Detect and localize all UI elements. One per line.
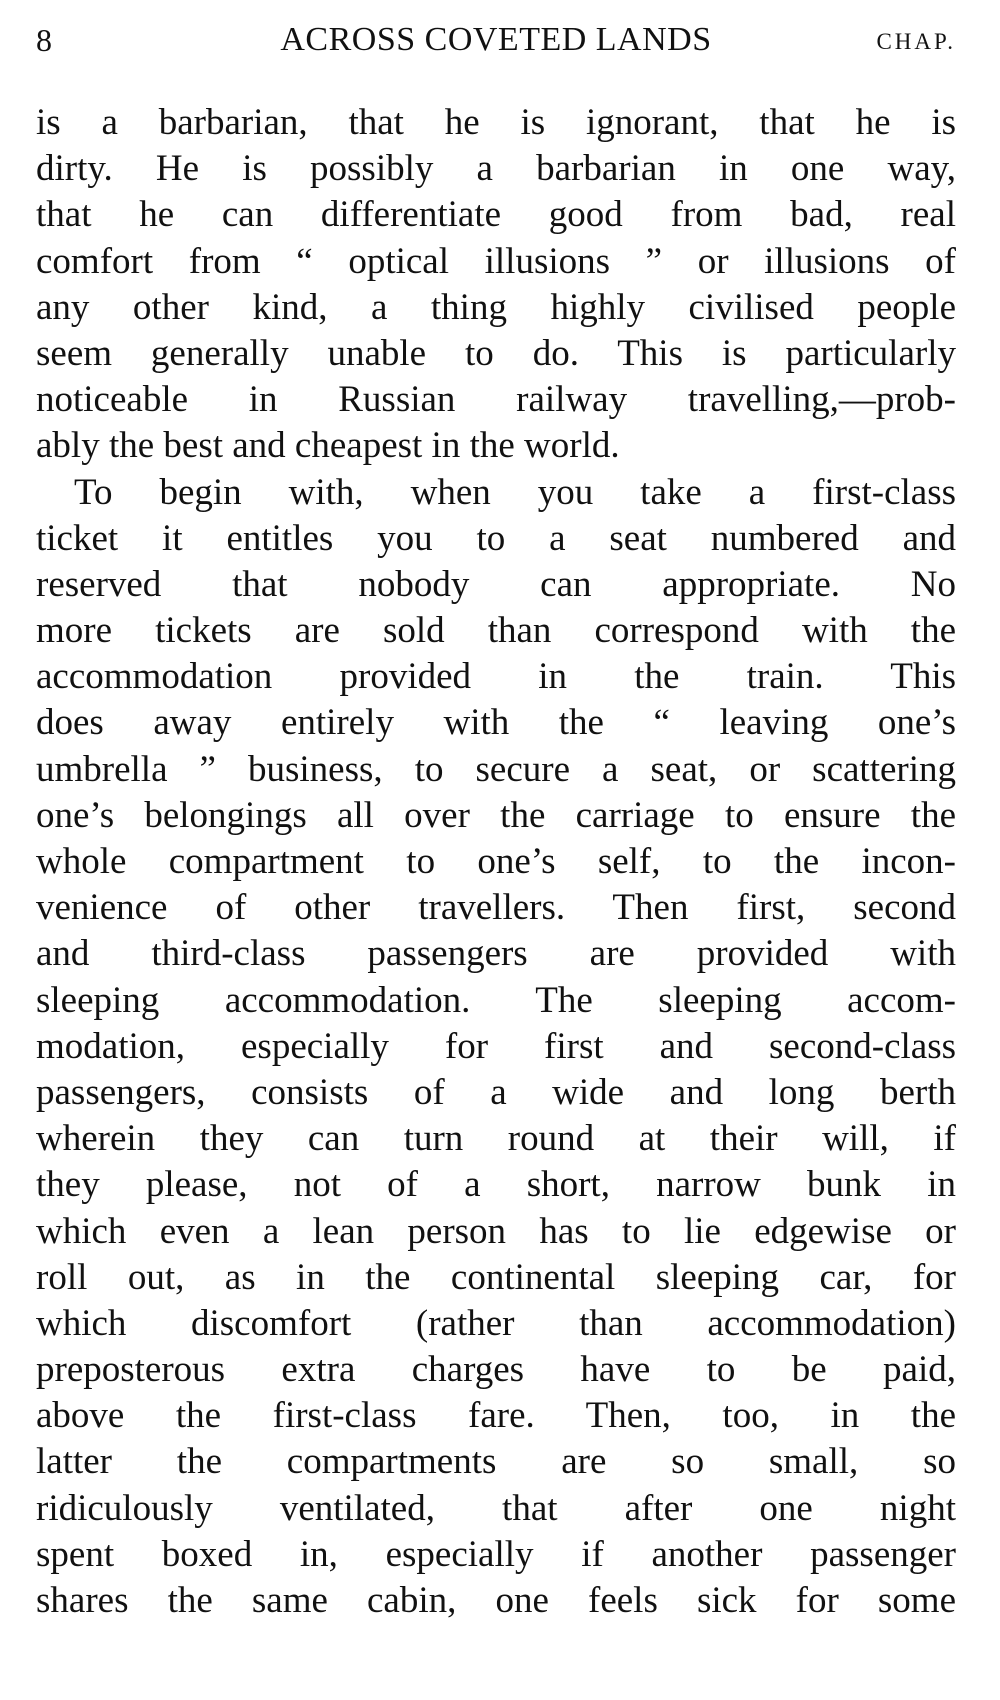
book-page xyxy=(36,10,956,1624)
body-text xyxy=(36,100,956,1624)
text-line: sleeping accommodation. The sleeping accom- xyxy=(36,979,956,1021)
text-line: more tickets are sold than correspond with the xyxy=(36,610,956,652)
text-line: noticeable in Russian railway travelling,—prob- xyxy=(36,379,956,421)
text-line: venience of other travellers. Then first, second xyxy=(36,887,956,929)
paragraph-end-line: ably the best and cheapest in the world. xyxy=(36,425,620,467)
text-line: umbrella ” business, to secure a seat, or scattering xyxy=(36,748,956,790)
text-line: wherein they can turn round at their will, if xyxy=(36,1118,956,1160)
text-line: modation, especially for first and second-class xyxy=(36,1025,956,1067)
text-line: and third-class passengers are provided with xyxy=(36,933,956,975)
text-line: roll out, as in the continental sleeping car, for xyxy=(36,1256,956,1298)
text-line: which even a lean person has to lie edgewise or xyxy=(36,1210,956,1252)
text-line: spent boxed in, especially if another passenger xyxy=(36,1533,956,1575)
text-line: that he can differentiate good from bad, real xyxy=(36,194,956,236)
text-line: does away entirely with the “ leaving one’s xyxy=(36,702,956,744)
text-line: which discomfort (rather than accommodation) xyxy=(36,1302,956,1344)
text-line: is a barbarian, that he is ignorant, that he is xyxy=(36,102,956,143)
paragraph-start-line: To begin with, when you take a first-class xyxy=(74,471,956,513)
text-line: ticket it entitles you to a seat numbered and xyxy=(36,517,956,559)
running-head xyxy=(36,10,956,62)
text-line: dirty. He is possibly a barbarian in one way, xyxy=(36,148,956,190)
chapter-mark: CHAP. xyxy=(876,29,956,54)
text-line: reserved that nobody can appropriate. No xyxy=(36,563,956,605)
text-line: ridiculously ventilated, that after one night xyxy=(36,1487,956,1529)
text-line: shares the same cabin, one feels sick for some xyxy=(36,1580,956,1621)
text-line: latter the compartments are so small, so xyxy=(36,1441,956,1483)
text-line: one’s belongings all over the carriage to ensure the xyxy=(36,794,956,836)
text-line: any other kind, a thing highly civilised people xyxy=(36,286,956,328)
text-line: comfort from “ optical illusions ” or illusions of xyxy=(36,240,956,282)
text-line: accommodation provided in the train. This xyxy=(36,656,956,698)
text-line: preposterous extra charges have to be paid, xyxy=(36,1349,956,1391)
text-line: they please, not of a short, narrow bunk in xyxy=(36,1164,956,1206)
text-line: whole compartment to one’s self, to the incon- xyxy=(36,841,956,882)
page-number: 8 xyxy=(36,22,52,58)
text-line: seem generally unable to do. This is particularly xyxy=(36,332,956,374)
running-title: ACROSS COVETED LANDS xyxy=(280,21,712,58)
text-line: above the first-class fare. Then, too, in the xyxy=(36,1395,956,1437)
text-line: passengers, consists of a wide and long berth xyxy=(36,1071,956,1113)
